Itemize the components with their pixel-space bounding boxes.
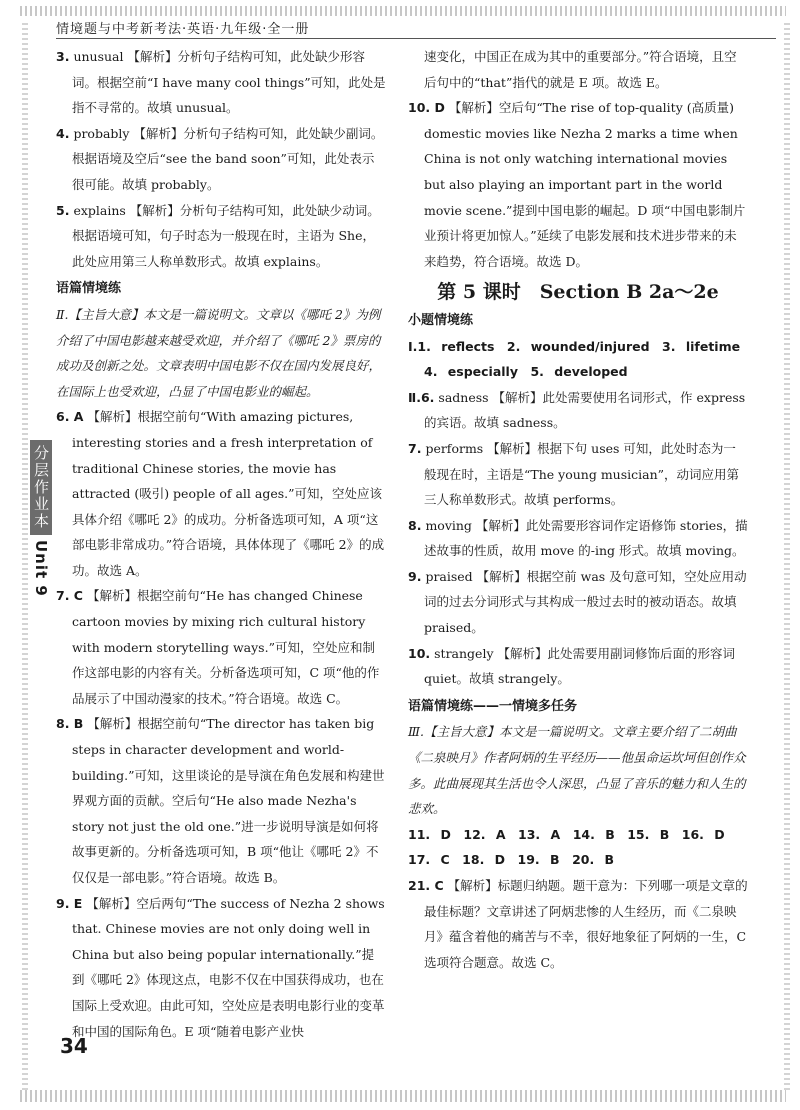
answer-item-6: 6. A 【解析】根据空前句“With amazing pictures, interesting stories and a fresh interpretation of traditional Chinese stories, the movie has attracted (吸引) people of all ages.”可知，空处应该具体介绍《哪吒 2》的成功。分析备选项可知，A 项“这部电影非常成功。”符合语境，具体体现了《哪吒 2》的成功。故选 A。 [56,409,385,578]
answer-item-8: 8. B 【解析】根据空前句“The director has taken big steps in character development and world-building.”可知，这里谈论的是导演在角色发展和构建世界观方面的贡献。空后句“He also made Nezha's story not just the old one.”进一步说明导演是如何将故事更新的。分析备选项可知，B 项“他让《哪吒 2》不仅仅是一部电影。”符合语境。故选 B。 [56,716,385,885]
answer-item-21: 21. C 【解析】标题归纳题。题干意为：下列哪一项是文章的最佳标题？文章讲述了阿炳悲惨的人生经历，而《二泉映月》蕴含着他的痛苦与不幸，很好地象征了阿炳的一生，C 选项符合题意。故选 C。 [408,878,748,970]
side-tab: 分层作业本 [30,440,52,535]
page-header: 情境题与中考新考法·英语·九年级·全一册 [56,22,310,37]
section-heading: 小题情境练 [408,312,474,328]
answer-item-10: 10. D 【解析】空后句“The rise of top-quality (高质量) domestic movies like Nezha 2 marks a time when China is not only watching international movies but also playing an important part in the world movie scene.”提到中国电影的崛起。D 项“中国电影制片业预计将更加惊人。”延续了电影发展和技术进步带来的未来趋势，符合语境。故选 D。 [408,100,746,269]
answer-line: Ⅰ.1. reflects 2. wounded/injured 3. lifetime [408,338,741,354]
answer-item-ii-9: 9. praised 【解析】根据空前 was 及句意可知，空处应用动词的过去分词形式与其构成一般过去时的被动语态。故填 praised。 [408,568,747,636]
answer-item-ii-8: 8. moving 【解析】此处需要形容词作定语修饰 stories，描述故事的性质，故用 move 的-ing 形式。故填 moving。 [408,517,748,559]
left-border [22,20,28,1090]
header-rule [56,38,776,39]
answer-item-3: 3. unusual 【解析】分析句子结构可知，此处缺少形容词。根据空前“I have many cool things”可知，此处是指不寻常的。故填 unusual。 [56,49,386,116]
summary-block: Ⅲ.【主旨大意】本文是一篇说明文。文章主要介绍了二胡曲《二泉映月》作者阿炳的生平经历——他虽命运坎坷但创作众多。此曲展现其生活也令人深思，凸显了音乐的魅力和人生的悲欢。 [408,724,746,817]
answer-line: 17. C 18. D 19. B 20. B [408,852,615,868]
answer-item-4: 4. probably 【解析】分析句子结构可知，此处缺少副词。根据语境及空后“see the band soon”可知，此处表示很可能。故填 probably。 [56,125,384,192]
right-border [784,20,790,1090]
side-unit-label: Unit 9 [32,540,50,597]
lesson-title: 第 5 课时 Section B 2a～2e [437,281,719,304]
left-column [56,44,386,1044]
answer-item-5: 5. explains 【解析】分析句子结构可知，此处缺少动词。根据语境可知，句子时态为一般现在时，主语为 She，此处应用第三人称单数形式。故填 explains。 [56,202,380,269]
answer-item-9: 9. E 【解析】空后两句“The success of Nezha 2 shows that. Chinese movies are not only doing well in China but also being popular internationally.”提到《哪吒 2》体现这点，电影不仅在中国获得成功，也在国际上受欢迎。由此可知，空处应是表明电影行业的变革和中国的国际角色。E 项“随着电影产业快 [56,895,385,1039]
top-border [20,6,786,16]
answer-line: 4. especially 5. developed [424,364,628,380]
right-column [408,44,748,975]
section-heading: 语篇情境练 [56,281,122,297]
answer-item-ii-6: Ⅱ.6. sadness 【解析】此处需要使用名词形式，作 express 的宾语。故填 sadness。 [408,389,746,431]
section-heading: 语篇情境练——一情境多任务 [408,698,578,714]
bottom-border [20,1090,786,1102]
answer-item-9-continued: 速变化，中国正在成为其中的重要部分。”符合语境，且空后句中的“that”指代的就是 E 项。故选 E。 [424,49,737,90]
page-number: 34 [60,1034,88,1058]
answer-item-ii-7: 7. performs 【解析】根据下句 uses 可知，此处时态为一般现在时，主语是“The young musician”，动词应用第三人称单数形式。故填 performs。 [408,440,740,508]
answer-line: 11. D 12. A 13. A 14. B 15. B 16. D [408,826,725,842]
answer-item-ii-10: 10. strangely 【解析】此处需要用副词修饰后面的形容词 quiet。故填 strangely。 [408,645,735,687]
answer-item-7: 7. C 【解析】根据空前句“He has changed Chinese cartoon movies by mixing rich cultural history with modern storytelling ways.”可知，空处应和制作这部电影的内容有关。分析备选项可知，C 项“他的作品展示了中国动漫家的技术。”符合语境。故选 C。 [56,588,380,706]
summary-block: Ⅱ.【主旨大意】本文是一篇说明文。文章以《哪吒 2》为例介绍了中国电影越来越受欢迎，并介绍了《哪吒 2》票房的成功及创新之处。文章表明中国电影不仅在国内发展良好，在国际上也受欢迎，凸显了中国电影业的崛起。 [56,306,382,399]
